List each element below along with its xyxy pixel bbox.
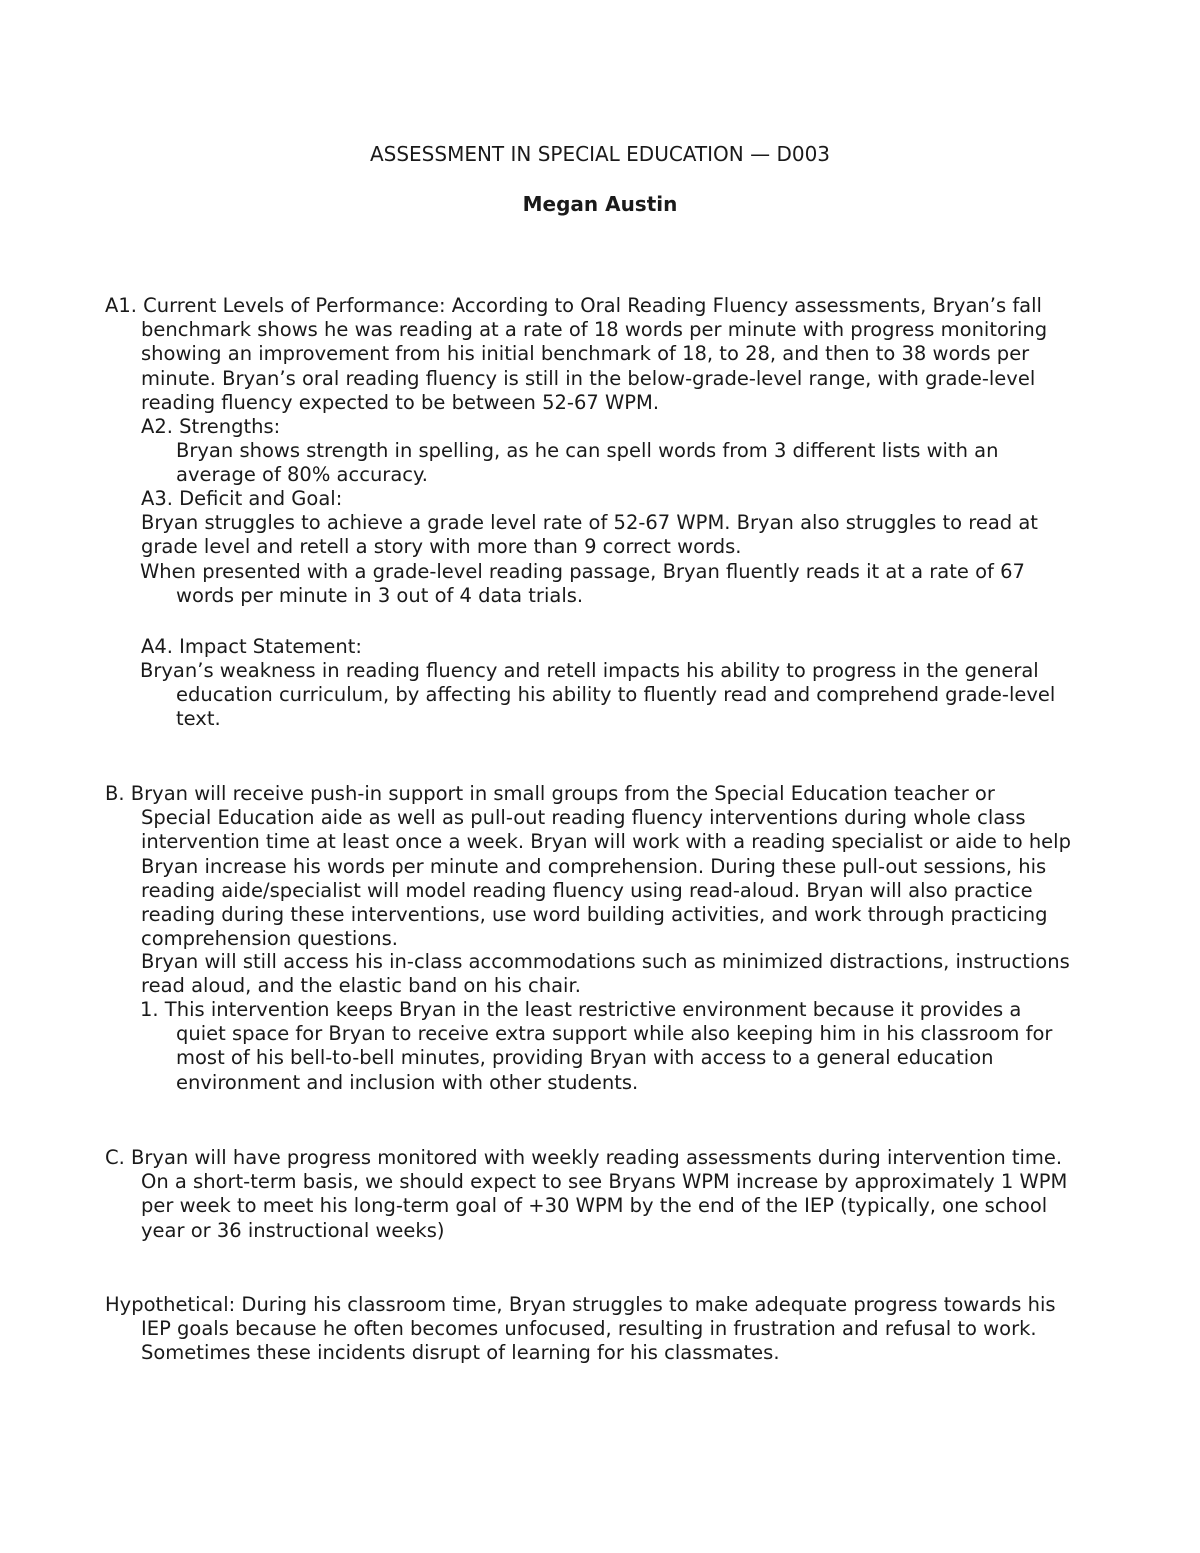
section-b-list-item-1: 1. This intervention keeps Bryan in the least restrictive environment because it provides a quiet space for Bryan to receive extra support while also keeping him in his classroom for most of his bell-to-bell minutes, providing Bryan with access to a general education environment and inclusion with other students.: [140, 998, 1053, 1094]
section-a3-heading: A3. Deficit and Goal:: [141, 487, 343, 510]
section-a3-body: Bryan struggles to achieve a grade level rate of 52-67 WPM. Bryan also struggles to read at grade level and retell a story with more than 9 correct words.: [141, 511, 1038, 559]
section-a3-goal: When presented with a grade-level reading passage, Bryan fluently reads it at a rate of 67 words per minute in 3 out of 4 data trials.: [140, 560, 1025, 608]
author-name: Megan Austin: [522, 192, 678, 216]
section-a1-current-levels: A1. Current Levels of Performance: According to Oral Reading Fluency assessments, Bryan’s fall benchmark shows he was reading at a rate of 18 words per minute with progress monitoring showing an improvement from his initial benchmark of 18, to 28, and then to 38 words per minute. Bryan’s oral reading fluency is still in the below-grade-level range, with grade-level reading fluency expected to be between 52-67 WPM.: [105, 294, 1048, 414]
section-c-progress-monitoring: C. Bryan will have progress monitored with weekly reading assessments during intervention time. On a short-term basis, we should expect to see Bryans WPM increase by approximately 1 WPM per week to meet his long-term goal of +30 WPM by the end of the IEP (typically, one school year or 36 instructional weeks): [105, 1146, 1068, 1242]
section-hypothetical: Hypothetical: During his classroom time, Bryan struggles to make adequate progress towards his IEP goals because he often becomes unfocused, resulting in frustration and refusal to work. Sometimes these incidents disrupt of learning for his classmates.: [105, 1293, 1056, 1365]
section-a2-heading: A2. Strengths:: [141, 415, 281, 438]
section-a2-body: Bryan shows strength in spelling, as he can spell words from 3 different lists with an average of 80% accuracy.: [176, 439, 999, 487]
section-a4-heading: A4. Impact Statement:: [141, 635, 362, 658]
document-title: ASSESSMENT IN SPECIAL EDUCATION — D003: [369, 142, 831, 166]
section-b-intervention: B. Bryan will receive push-in support in small groups from the Special Education teacher or Special Education aide as well as pull-out reading fluency interventions during whole class intervention time at least once a week. Bryan will work with a reading specialist or aide to help Bryan increase his words per minute and comprehension. During these pull-out sessions, his reading aide/specialist will model reading fluency using read-aloud. Bryan will also practice reading during these interventions, use word building activities, and work through practicing comprehension questions.: [105, 782, 1071, 951]
section-a4-body: Bryan’s weakness in reading fluency and retell impacts his ability to progress in the general education curriculum, by affecting his ability to fluently read and comprehend grade-level text.: [140, 659, 1056, 731]
section-b-accommodations: Bryan will still access his in-class accommodations such as minimized distractions, instructions read aloud, and the elastic band on his chair.: [141, 950, 1070, 998]
